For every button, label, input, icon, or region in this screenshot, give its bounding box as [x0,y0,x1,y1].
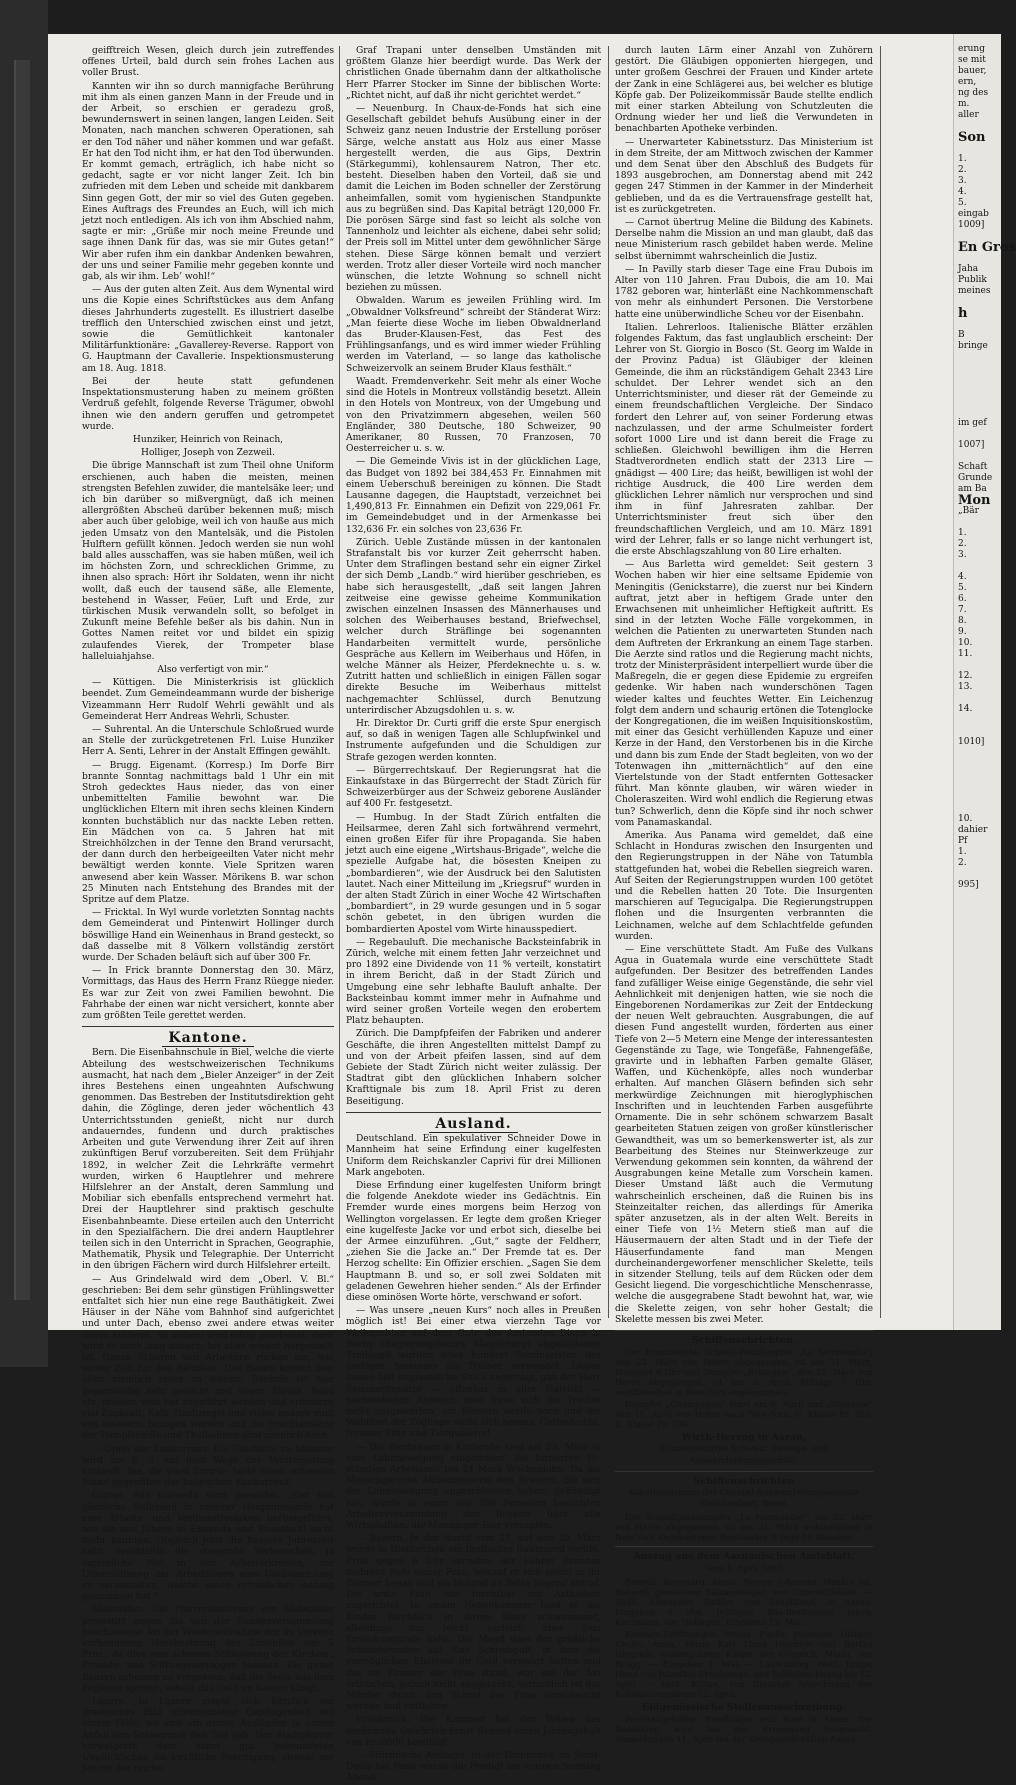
article-paragraph: Diese Erfindung einer kugelfesten Uniform bringt die folgende Anekdote wieder ins Gedächtnis. Ein Fremder wurde eines morgens beim Herzog von Wellington vorgelassen. Er legte dem großen Krieger eine kugelfeste Jacke vor und erbot sich, dieselbe bei der Armee einzuführen. „Gut,“ sagte der Feldherr, „ziehen Sie die Jacke an.“ Der Fremde tat es. Der Herzog schellte: Ein Offizier erschien. „Sagen Sie dem Hauptmann B. und so, er soll zwei Soldaten mit geladenen Gewehren hieher senden.“ Als der Erfinder diese ominösen Worte hörte, verschwand er sofort. [346,1180,601,1303]
strip-fragment: 1. [958,528,967,538]
column-rule [880,46,881,1318]
strip-fragment [958,759,1000,770]
section-divider [82,1026,334,1027]
strip-fragment: eingab [958,209,989,219]
article-paragraph: Holliger, Joseph von Zezweil. [141,448,275,459]
strip-fragment [958,781,1000,792]
strip-fragment: 12. [958,671,973,681]
section-divider [346,1112,601,1113]
article-paragraph: Nidwalden. Die Pfarrerkonferenz von Nidwalden protestirt gegen die von der Bundesversammlung beschlossene Art der Wiederaufnahme der im Verkehr vorhandenen Herabsetzung des Zinsfußes von 5 Proz., da dies eine schwere Schädigung der Kirchen-, Pfründe- und Stiftungsvermögen bedeute. Die guten Bauern scheinen zu vergessen, daß die Seele aus dem Fegfeuer springt, sobald das Geld im Kasten klingt. [82,1605,334,1694]
strip-fragment [958,715,1000,726]
strip-fragment [958,363,1000,374]
article-paragraph: Deutschland. Ein spekulativer Schneider Dowe in Mannheim hat seine Erfindung einer kugelfesten Uniform dem Reichskanzler Caprivi für drei Millionen Mark angeboten. [346,1134,601,1178]
article-paragraph: Hr. Direktor Dr. Curti griff die erste Spur energisch auf, so daß in wenigen Tagen alle Schlupfwinkel und Instrumente aufgefunden und die Schuldigen zur Strafe gezogen werden konnten. [346,718,601,763]
strip-fragment: h [958,306,968,321]
strip-fragment: 10. [958,814,973,824]
strip-fragment: bringe [958,341,988,351]
article-paragraph: Glarus. Aus Ennenda wird gemeldet: „Der fast gänzliche Stillstand in unserer Hauptindustrie hat eine Arbeits- und Verdienstlosigkeit herbeigeführt, wie sie seit Jahren in Ennenda und Ennetbühl nicht mehr kannten. Obgleich jetzt die bessere Jahreszeit naht, veranlaßte die steigende Verlegenheit, ja eigentliche Not in den Arbeiterkreisen, zur Unterstützung der Arbeitslosen eine Geldsammlung zu veranstalten, welche einen erfreulichen Anfang genommen hat.“ [82,1491,334,1603]
section-divider [615,1471,873,1472]
amtsblatt-text: Konkurs-Eröffnungen. Brugg. Fuchs, Johannes, Ottiger, Cecile, Anna, Maria Karl Linus Heinrich und Bertha Gingrich, minderjährige Kinder des Gingrich, Maria, von Brugg. — Eingaben 1. Mai. — Laufenburg. Weiß. Jüngst Hand von Jttenthal Urteilsungs- und Schlußrechnung bis 12. April — Maß. Killian, von Jttenthal Anrechnung des Kollokationsplanes 12. April. [615,1628,873,1699]
article-paragraph: Waadt. Fremdenverkehr. Seit mehr als einer Woche sind die Hotels in Montreux vollständig besetzt. Allein in den Hotels von Montreux, von der Umgebung und von den Privatzimmern abgesehen, weilen 560 Engländer, 380 Deutsche, 180 Schweizer, 90 Amerikaner, 80 Russen, 70 Franzosen, 70 Oesterreicher u. s. w. [346,376,601,455]
strip-fragment: Son [958,130,986,145]
strip-fragment: En Gros [958,240,1016,255]
strip-fragment [958,803,1000,814]
strip-fragment: bauer, [958,66,987,76]
article-paragraph: Die übrige Mannschaft ist zum Theil ohne Uniform erschienen, auch haben die meisten, meinen strengsten Befehlen zuwider, die mantelsäke leer; und ich bin darüber so mißvergnügt, daß ich meinen allergrößten Abscheü darüber bekennen muß; misch aber auch über gelobige, weil ich von hauße aus mich jeden Umsatz von den Mantelsäk, und die Pistolen Hulftern gefüllt können. Jedoch werden sie nun wohl bald alles ausschaffen, was sie haben müßen, weil ich im höchsten Zorn, und schrecklichen Grimme, zu ihnen also sprach: Hört ihr Soldaten, wenn ihr nicht wollt, daß euch der tausend säße, alle Elemente, bestehend in Wasser, Feüer, Luft und Erde, zur türkischen Musik verwandeln sollt, so befolget in Zukunft meine Befehle beßer als bis dahin. Nun in Gottes Namen reitet vor und bildet ein spizig zulaufendes Vierek, der Trompeter blase halleluiahjahse. [82,461,334,662]
article-paragraph: — In Frick brannte Donnerstag den 30. März, Vormittags, das Haus des Herrn Franz Rüegge nieder. Es war zur Zeit von zwei Familien bewohnt. Die Fahrhabe der einen war nicht versichert, konnte aber zum größten Teile gerettet werden. [82,966,334,1022]
strip-fragment [958,451,1000,462]
article-paragraph: — Humbug. In der Stadt Zürich entfalten die Heilsarmee, deren Zahl sich fortwährend vermehrt, einen großen Eifer für ihre Propaganda. Sie haben jetzt auch eine eigene „Wirtshaus-Brigade“, welche die spezielle Aufgabe hat, die bösesten Kneipen zu „bombardieren“, wie der Ausdruck bei den Salutisten lautet. Nach einer Mitteilung im „Kriegsruf“ wurden in der alten Stadt Zürich in einer Woche 42 Wirtschaften „bombardiert“, in 29 wurde gesungen und in 5 sogar schön gebetet, in den übrigen wurden die bombardierten Apostel vom Wirte hinausspediert. [346,812,601,935]
strip-fragment: Grunde [958,473,993,483]
article-paragraph: — Eine verschüttete Stadt. Am Fuße des Vulkans Agua in Guatemala wurde eine verschüttete Stadt aufgefunden. Der Besitzer des betreffenden Landes fand zufälliger Weise einige Gegenstände, die sehr viel Aehnlichkeit mit denjenigen hatten, wie sie noch die Eingeborenen Nordamerikas zur Zeit der Entdeckung der neuen Welt gebrauchten. Ausgrabungen, die auf diesen Fund angestellt wurden, förderten aus einer Tiefe von 2—5 Metern eine Menge der interessantesten Gegenstände zu Tage, wie Tongefäße, Fahnengefäße, gravirte und in lebhaften Farben gemalte Gläser, Waffen, und Küchenköpfe, alles noch wunderbar erhalten. Auf manchen Gläsern befinden sich sehr merkwürdige Zeichnungen mit hieroglyphischen Inschriften und in leuchtenden Farben ausgeführte Ornamente. Die in sehr schönem schwarzem Basalt gearbeiteten Statuen zeigen von großer künstlerischer Gewandtheit, was um so bemerkenswerter ist, als zur Bearbeitung des Steines nur Steinwerkzeuge zur Verwendung gekommen sein konnten, da während der Ausgrabungen keine Metalle zum Vorschein kamen. Dieser Umstand läßt auch die Vermutung wahrscheinlich erscheinen, daß die Ruinen bis ins Steinzeitalter reichen, das allerdings für Amerika später anzusetzen, als in der alten Welt. Bereits in einer Tiefe von 1½ Metern stieß man auf die Häusermauern der alten Stadt und in der Tiefe der Häuserfundamente fand man Mengen durcheinandergeworfener menschlicher Skelette, teils in sitzender Stellung, teils auf dem Rücken oder dem Gesicht liegend. Die vorgeschichtliche Menschenrasse, welche die ausgegrabene Stadt bewohnt hat, war, wie die Skelette zeigen, von sehr hoher Gestalt; die Skelette messen bis zwei Meter. [615,945,873,1325]
strip-fragment: dahier [958,825,988,835]
strip-fragment: im gef [958,418,987,428]
strip-fragment: 13. [958,682,973,692]
section-heading-kantone: Kantone. [82,1033,334,1044]
strip-fragment: 3. [958,176,967,186]
column-rule [608,46,609,1318]
strip-fragment: am Ba [958,484,987,494]
article-paragraph: — Brugg. Eigenamt. (Korresp.) Im Dorfe Birr brannte Sonntag nachmittags bald 1 Uhr ein mit Stroh gedecktes Haus nieder, das von einer unbemittelten Familie bewohnt war. Die unglücklichen Eltern mit ihren sechs kleinen Kindern konnten buchstäblich nur das nackte Leben retten. Ein Mädchen von ca. 5 Jahren hat mit Streichhölzchen in der Tenne den Brand verursacht, der dann durch den herbeigeeilten Vater nicht mehr bewältigt werden konnte. Viele Spritzen waren anwesend aber kein Wasser. Mörikens B. war schon 25 Minuten nach Entstehung des Brandes mit der Spritze auf dem Platze. [82,760,334,906]
strip-fragment [958,429,1000,440]
column-rule [339,46,340,1318]
strip-fragment [958,352,1000,363]
article-paragraph: Bern. Die Eisenbahnschule in Biel, welche die vierte Abteilung des westschweizerischen Technikums ausmacht, hat nach dem „Bieler Anzeiger“ in der Zeit ihres Bestehens einen ungeahnten Aufschwung genommen. Das Bestreben der Institutsdirektion geht dahin, die Zöglinge, deren jeder wöchentlich 43 Unterrichtsstunden genießt, nicht nur durch andauerndes, fundenn und durch praktisches Arbeiten und gute Verwendung ihrer Zeit auf ihren zukünftigen Beruf vorzubereiten. Seit dem Frühjahr 1892, in welcher Zeit die Lehrkräfte vermehrt wurden, wirken 6 Hauptlehrer und mehrere Hilfslehrer an der Anstalt, deren Sammlung und Mobiliar sich ebenfalls entsprechend vermehrt hat. Drei der Hauptlehrer sind praktisch geschulte Eisenbahnbeamte. Diese erteilen auch den Unterricht in den Spezialfächern. Die drei andern Hauptlehrer teilen sich in den Unterricht in Sprachen, Geographie, Mathematik, Physik und Telegraphie. Der Unterricht in den übrigen Fächern wird durch Hilfslehrer erteilt. [82,1048,335,1272]
agent-name: Wirth-Herzog in Aarau, [681,1432,807,1444]
strip-fragment: ng des [958,88,989,98]
strip-fragment [958,693,1000,704]
strip-fragment: 3. [958,550,967,560]
book-spine [14,60,30,1300]
strip-fragment: 1007] [958,440,985,450]
article-paragraph: — Bürgerrechtskauf. Der Regierungsrat hat die Einkaufstaxe in das Bürgerrecht der Stadt Zürich für Schweizerbürger aus der Schweiz geborene Ausländer auf 400 Fr. festgesetzt. [346,765,601,810]
newspaper-page [48,34,953,1784]
strip-fragment: 4. [958,572,967,582]
strip-fragment: 14. [958,704,973,714]
strip-fragment [958,869,1000,880]
strip-fragment: 9. [958,627,967,637]
article-paragraph: Zürich. Ueble Zustände müssen in der kantonalen Strafanstalt bis vor kurzer Zeit geherrscht haben. Unter dem Straflingen bestand sehr ein eigner Zirkel der sich Demb „Landb.“ wird hierüber geschrieben, es habe sich herausgestellt, „daß seit langen Jahren zeitweise eine gewisse geheime Kommunikation zwischen einzelnen Insassen des Männerhauses und solchen des Weiberhauses bestand, Briefwechsel, welcher durch Sträflinge bei sogenannten Handarbeiten vermittelt wurde, persönliche Gespräche aus Kellern im Weiberhaus und Höfen, in welche Männer als Heizer, Pferdeknechte u. s. w. Zutritt hatten und schließlich in einigen Fällen sogar direkte Besuche im Weiberhaus mittelst nachgemachter Schlüssel, durch Benutzung unterirdischer Abzugsdohlen u. s. w. [346,537,601,716]
article-paragraph: — Unerwarteter Kabinetssturz. Das Ministerium ist in dem Streite, der am Mittwoch zwischen der Kammer und dem Senat über den Abschluß des Budgets für 1893 ausgebrochen, am Donnerstag abend mit 242 gegen 247 Stimmen in der Kammer in der Minderheit geblieben, und da es die Vertrauensfrage gestellt hat, ist es zurückgetreten. [615,137,873,215]
article-paragraph: — Aus der guten alten Zeit. Aus dem Wynental wird uns die Kopie eines Schriftstückes aus dem Anfang dieses Jahrhunderts zugestellt. Es illustriert daselbe trefflich den Unterschied zwischen einst und jetzt, sowie die Gemütlichkeit kantonaler Militärfunktionäre: „Gavallerey-Reverse. Rapport von G. Hauptmann der Cavallerie. Inspektionsmusterung am 18. Aug. 1818. [82,285,334,374]
strip-fragment [958,770,1000,781]
strip-fragment: „Bär [958,506,979,516]
article-paragraph: Italien. Lehrerloos. Italienische Blätter erzählen folgendes Faktum, das fast unglaublich erscheint: Der Lehrer von St. Giorgio in Bosco (St. Georg im Walde in der Provinz Padua) ist Gläubiger der kleinen Gemeinde, die ihm an rückständigem Gehalt 2343 Lire schuldet. Der Lehrer wendet sich an den Unterrichtsminister, und dieser rät der Gemeinde zu einem freundschaftlichen Vergleiche. Der Sindaco fordert den Lehrer auf, von seiner Forderung etwas nachzulassen, und der arme Schulmeister fordert sofort 1000 Lire und ist dann bereit die Frage zu schließen. Gleichwohl bewilligen ihm die Herren Stadtverordneten endlich statt der 2313 Lire — gnädigst — 400 Lire; das heißt, bewilligen ist wohl der richtige Ausdruck, die 400 Lire werden dem glücklichen Lehrer nämlich nur versprochen und sind ihm in fünf Jahresraten zahlbar. Der Unterrichtsminister freut sich über den freundschaftlichen Vergleich, und am 10. März 1891 wird der Lehrer, falls er so lange nicht verhungert ist, die erste Abschlagszahlung von 80 Lire erhalten. [615,322,873,557]
article-paragraph: — Stürmische Andacht. In der Domkirche zu Saint-Denis bei Paris wurde die Predigt am vorigen Sonntag Abend [346,1751,601,1784]
strip-fragment: erung [958,44,985,54]
amtsblatt-text: Benefiz. Inventarii. Aarau. Rytner, Johannes, Hanfen sel. Bleuenf, gewesener Salzauswäger, von Unterentfelden. — Süßli, Alexander, Sattler, von Schöftland, in Aarau. Eingaben 6 Mai. Jeßinger, Bäe-Breitenrain Jakob, Kaufmann, von Hofingen. Eingaben 13. Mai. [615,1576,873,1627]
stelle-text: Poststallgehilfen, Briefträger und Bote in Aarau. Die Besoldung wird bei der Ernennung festgesetzt. Anmeldungen 11. April bei der Kreispostdirektion Aarau. [615,1713,873,1744]
ship-news-text: Der Schnellpostdampfer „La Normandie“, am 22. März von Havre abgegangen, ist am 31. März wohlbehalten in New-York angekommen. Reisedauer 8 Tage 16 Stunden. [615,1512,873,1543]
article-paragraph: — Die Bierbrauer in Karlsruhe sind am 29. März in eine Lohnbewegung eingetreten. Sie forderten 10-stündige Arbeitszeit bei 24 Mark Wochenlohn. Da die Monningersche Aktienbrauerei den Brauern, die sich der Lohnbewegung angeschlossen haben, gekündigt hat, wurde in einer von 600 Personen besuchten Arbeiterversammlung den Boykott über alle Wirtschaften, die Monninger-Bier verzapfen. [346,1442,601,1531]
strip-fragment [958,385,1000,396]
section-divider [615,1546,873,1547]
strip-fragment: se mit [958,55,986,65]
column-2 [346,46,601,1784]
article-paragraph: Graf Trapani unter denselben Umständen mit größtem Glanze hier beerdigt wurde. Das Werk der christlichen Gnade übernahm dann der altkatholische Herr Pfarrer Stocker im Sinne der biblischen Worte: „Richtet nicht, auf daß ihr nicht gerichtet werdet.“ [346,46,601,101]
ship-news-text: Dampfer „Champagne“ fährt am 8. April und „Touraine“ den 15. April von Havre nach New-York. II. Klasse Fr. 200. II. Klasse Fr. 300. [615,1399,873,1430]
article-paragraph: — Bayern. In der Nacht vom 27. auf den 28. März wurde in Dietfurchen ein fünffacher Raubmord verübt. Früh gegen 6 Uhr vernahm der Lehrer Brunner mehrere Rufe seiner Frau, worauf er sich sofort in ihr Zimmer begab und sie blutend im Bette liegend antraf. Die arme Frau war furchtbar mit Axthieben zugerichtet. In einem Nebenkammer fand er die Kinder fürchtlich in ihrem Blute schwimmend, allerdings nur leicht verletzt, aber dem Erstickungstode nahe. Die Magd wies der gräßliche Schädelwunden auf. Das Schreibpult, in dem die vermöglichen Eheleute ihr Geld verwahrt hatten und das im Zimmer der Frau stand, war mit der Axt erbrochen, jedoch nicht ausgeraubt, vermutlich ist der Mörder durch den Schrei der Frau verscheucht worden und entflohen. [346,1534,601,1713]
strip-fragment [958,407,1000,418]
strip-fragment: B [958,330,965,340]
strip-fragment: 4. [958,187,967,197]
strip-fragment [958,374,1000,385]
strip-fragment: 1. [958,154,967,164]
adjacent-page-strip [953,34,1016,1330]
strip-fragment: 7. [958,605,967,615]
strip-fragment: 10. [958,638,973,648]
article-paragraph: geifftreich Wesen, gleich durch jein zutreffendes offenes Urteil, bald durch sein frohes Lachen aus voller Brust. [82,46,334,79]
strip-fragment [958,660,1000,671]
strip-fragment: 2. [958,539,967,549]
article-paragraph: — Aus Grindelwald wird dem „Oberl. V. Bl.“ geschrieben: Bei dem sehr günstigen Frühlingswetter entfaltet sich hier nun eine rege Bauthätigkeit. Zwei Häuser in der Nähe vom Bahnhof sind aufgerichtet und unter Dach, ebenso zwei andere etwas weiter davon entfernt. An andern wird eifrig gearbeitet, doch wird es noch lang dauern, bis alles wieder hergestellt ist. Ganze Scharen von Arbeitern rücken ein, wie seiner Zeit für den Bahnbau. Das Bauen kommt hier oben ziemlich teuer zu stehen; Bauholz ist hier gegenwärtig sehr gesucht und teuer; Steine, Sand etc. müssen weit her zugeführt werden und erfordern viel Zugkraft; Kalk, Dachziegel und vieles andere muß von auswärts bezogen werden und die Frachtansätze der Dampfschiffe und Thalbahnen sind ziemlich hoch. [82,1274,334,1442]
strip-fragment: Schaft [958,462,988,472]
article-paragraph: Kannten wir ihn so durch mannigfache Berührung mit ihm als einen ganzen Mann in der Freude und in der Arbeit, so erschien er geradezu groß, bewundernswert in seinen langen, langen Leiden. Seit Monaten, nach manchen schweren Operationen, sah er den Tod näher und näher kommen und war gefaßt. Er hat den Tod nicht ihm, er hat den Tod überwunden. Er kommt gemach, erträglich, ich habe nicht so gedacht, sagte er vor nicht langer Zeit. Ich bin zufrieden mit dem Leben und scheide mit dankbarem Sinn gegen Gott, der mir so viel des Guten gegeben. Eines Auftrags des Freundes an Euch, will ich mich jetzt noch entledigen. Als ich von ihm Abschied nahm, sagte er mir: „Grüße mir noch meine Freunde und sage ihnen Dank für das, was sie mir Gutes getan!“ Wir aber rufen ihm ein dankbar Andenken bewahren, der uns und seiner Familie mehr gegeben konnte und gab, als wir ihm. Leb’ wohl!“ [82,81,334,283]
strip-fragment: 1009] [958,220,985,230]
strip-fragment: aller [958,110,979,120]
article-paragraph: — Regebauluft. Die mechanische Backsteinfabrik in Zürich, welche mit einem fetten Jahr verzeichnet und pro 1892 eine Dividende von 11 % verteilt, konstatirt in ihrem Bericht, daß in der Stadt Zürich und Umgebung eine sehr lebhafte Bauluft anhalte. Der Backsteinbau kommt immer mehr in Aufnahme und wird seiner großen Vorteile wegen den erobertem Platz behaupten. [346,937,601,1027]
amtsblatt-date: Vom 1. April 1893 [705,1563,783,1574]
ship-news-heading: Schiffsnachrichten. [691,1334,796,1346]
article-paragraph: Amerika. Aus Panama wird gemeldet, daß eine Schlacht in Honduras zwischen den Insurgenten und den Regierungstruppen in der Nähe von Tatumbla stattgefunden hat, wobei die Rebellen siegreich waren. Auf Seiten der Regierungstruppen wurden 100 getötet und die Rebellen hatten 20 Tote. Die Insurgenten marschieren auf Tegucigalpa. Die Regierungstruppen flohen und die Insurgenten verbrannten die Leichnamen, welche auf dem Schlachtfelde gefunden wurden. [615,831,873,942]
strip-fragment: 11. [958,649,973,659]
ship-news-subtitle: Kabeltelegramm der General-Auswanderungsagentur Zwilchenbart, Basel. [628,1487,860,1510]
adjacent-page-fragments [958,44,1016,891]
strip-fragment: 995] [958,880,979,890]
strip-fragment: 6. [958,594,967,604]
article-paragraph: Luzern. In Luzern zeigte sich kürzlich ein drastisches Bild ultramontaner Gepflogenheit bei einem Falle, wo sich ein armer Ausländer in einem Anfall von Schwermut den Tod gab. Der Stadtpfarrer verweigerte dem sonst gut beleumdeten Unglücklichen die kirchliche Beerdigung, obwohl vor Jahren der reiche [82,1697,334,1775]
article-paragraph: — Fricktal. In Wyl wurde vorletzten Sonntag nachts dem Gemeinderat und Pintenwirt Hollinger durch böswillige Hand ein Weinenhaus in Brand gesteckt, so daß dasselbe mit 8 Völkern vollständig zerstört wurde. Der Schaden beläuft sich auf über 300 Fr. [82,908,334,964]
strip-fragment [958,726,1000,737]
strip-fragment: 1. [958,847,967,857]
article-paragraph: — Küttigen. Die Ministerkrisis ist glücklich beendet. Zum Gemeindeammann wurde der bisherige Vizeammann Herr Rudolf Wehrli gewählt und als Gemeinderat Herr Andreas Wehrli, Schuster. [82,678,334,722]
strip-fragment [958,748,1000,759]
strip-fragment: Pf [958,836,968,846]
strip-fragment [958,792,1000,803]
article-paragraph: — Die Gemeinde Vivis ist in der glücklichen Lage, das Budget von 1892 bei 384,453 Fr. Einnahmen mit einem Ueberschuß bereinigen zu können. Die Stadt Lausanne dagegen, die Hauptstadt, verzeichnet bei 1,490,813 Fr. Einnahmen ein Defizit von 229,061 Fr. im Gemeindebudget und in der Armenkasse bei 132,636 Fr. ein solches von 23,636 Fr. [346,457,601,535]
strip-fragment: 1010] [958,737,985,747]
article-paragraph: — Aus Barletta wird gemeldet: Seit gestern 3 Wochen haben wir hier eine seltsame Epidemie von Meningitis (Genickstarre), die zuerst nur bei Kindern auftrat, jetzt aber in heftigem Grade unter den Erwachsenen mit unheimlicher Heftigkeit auftritt. Es sind in der letzten Woche Fälle vorgekommen, in welchen die Patienten zu unerwarteten Stunden nach dem Auftreten der Erkrankung an einem Tage starben. Die Aerzte sind ratlos und die Regierung macht nichts, trotz der Ministerpräsident interpelliert wurde über die Maßregeln, die er gegen diese Epidemie zu ergreifen gedenke. Wir haben nach wunderschönen Tagen wieder kaltes und feuchtes Wetter. Ein Leichenzug folgt dem andern und schaurig ertönen die Totenglocke der Kongregationen, die im weißen Inquisitionskostüm, mit einer das Gesicht verhüllenden Kapuze und einer Kerze in der Hand, den Verstorbenen bis in die Kirche und dann bis zum Ende der Stadt begleiten, von wo der Totenwagen ihn „mitternächtlich“ auf den eine Viertelstunde von der Stadt entfernten Gottesacker führt. Man könnte glauben, wir wären wieder in Choleraszeiten. Wird wohl endlich die Regierung etwas tun? Schwerlich, denn die Köpfe sind ihr noch schwer vom Panamaskandal. [615,560,873,828]
amtsblatt-heading: Auszug aus dem Aargauischen Amtsblatt. [633,1551,855,1563]
strip-fragment: 8. [958,616,967,626]
strip-fragment: Mon [958,493,991,508]
article-paragraph: — In Pavilly starb dieser Tage eine Frau Dubois im Alter von 110 Jahren. Frau Dubois, die am 10. Mai 1782 geboren war, hinterläßt eine Nachkommenschaft von mehr als einhundert Personen. Die Verstorbene hatte eine unüberwindliche Scheu vor der Eisenbahn. [615,264,873,320]
column-1 [82,46,335,1775]
column-3 [615,46,873,1744]
article-paragraph: durch lauten Lärm einer Anzahl von Zuhörern gestört. Die Gläubigen opponierten hiergegen, und unter großem Geschrei der Frauen und Kinder artete der Zank in eine Schlägerei aus, bei welcher es blutige Köpfe gab. Der Polizeikommissär Baude stellte endlich mit einer starken Abteilung von Schutzleuten die Ordnung wieder her und ließ die Verwundeten in benachbarten Apotheke verbinden. [615,46,873,135]
strip-fragment [958,396,1000,407]
article-paragraph: Also verfertigt von mir.“ [157,664,269,675]
article-paragraph: — Neuenburg. In Chaux-de-Fonds hat sich eine Gesellschaft gebildet behufs Ausübung einer in der Schweiz ganz neuen Industrie der Erstellung poröser Särge, welche anstatt aus Holz aus einer Masse hergestellt werden, die aus Gips, Dextrin (Stärkegummi), kohlensaurem Natron, Ther etc. besteht. Dieselben haben den Vorteil, daß sie und damit die Leichen im Boden schneller der Zerstörung anheimfallen, somit vom hygienischen Standpunkte aus zu begrüßen sind. Das Kapital beträgt 120,000 Fr. Die porösen Särge sind fast so leicht als solche von Tannenholz und leichter als eichene, dabei sehr solid; der Preis soll im Mittel unter dem gewöhnlicher Särge stehen. Diese Särge können bemalt und verziert werden. Trotz aller dieser Vorteile wird noch mancher wünschen, die letzte Wohnung so schnell nicht beziehen zu müssen. [346,104,601,294]
strip-fragment: Jaha [958,264,979,274]
strip-fragment: Publik [958,275,987,285]
strip-fragment: 5. [958,583,967,593]
stelle-heading: Eidgenössische Stellenausschreibung. [641,1701,847,1713]
strip-fragment: ern, [958,77,977,87]
article-paragraph: — Carnot übertrug Meline die Bildung des Kabinets. Derselbe nahm die Mission an und man glaubt, daß das neue Ministerium rasch gebildet haben werde. Meline selbst übernimmt wahrscheinlich die Justiz. [615,218,873,262]
article-paragraph: Hunziker, Heinrich von Reinach, [132,434,284,445]
strip-fragment: 2. [958,165,967,175]
strip-fragment [958,517,1000,528]
section-divider [615,1330,873,1331]
article-paragraph: — Suhrental. An die Unterschule Schloßrued wurde an Stelle der zurückgetretenen Frl. Luise Hunziker Herr A. Senti, Lehrer in der Anstalt Effingen gewählt. [82,724,334,758]
strip-fragment: 2. [958,858,967,868]
strip-fragment [958,561,1000,572]
section-heading-ausland: Ausland. [346,1119,601,1130]
agent-subtitle: Konzessionirtes Schweiz. Passage- und Auswanderungsgeschäft. [659,1444,829,1466]
strip-fragment: 5. [958,198,967,208]
article-paragraph: Bei der heute statt gefundenen Inspektationsmusterung haben zu meinem größten Verdruß gefehlt, folgende Reverse Trägumer, obwohl ihnen wie den andern geruffen und getrompetet wurde. [82,376,334,432]
strip-fragment: m. [958,99,970,109]
ship-news-heading-2: Schiffsnachrichten [693,1475,795,1487]
ship-news-text: Der französische Schnell-Postdampfer „La Normandie“, den 22. März von Havre abgegangen, ist am 31. März, Morgens 8 Uhr und Dampfer „Bretagne“, den 25. März von Havre abgegangen, ist am 2. April, Mittags 1 Uhr, wohlbehalten in New-York angekommen. [615,1347,873,1398]
article-paragraph: — Opfer der Konkurrenz. Die Glashütte zu Münster wird am 8. d. auf dem Wege der Versteigerung verkauft. Sie, die einst florirte, hatte einen schweren Stand gegenüber der belgischen Konkurrenz. [82,1444,334,1489]
article-paragraph: Obwalden. Warum es jeweilen Frühling wird. Im „Obwaldner Volksfreund“ schreibt der Ständerat Wirz: „Man feierte diese Woche im lieben Obwaldnerland das Bruder-Klausen-Fest, das Fest des Frühlingsanfangs, und es wird immer wieder Frühling werden im Vaterland, — so lange das katholische Schweizervolk an seinem Bruder Klaus festhält.“ [346,296,601,374]
article-paragraph: — Was unsere „neuen Kurs“ noch alles in Preußen möglich ist! Bei einer etwa vierzehn Tage vor Weihnachten auf dem Gute des Amtsrates Diepe in Barby (Regierungsbezirk Magdeburg) abgehaltenen Treibjagd wurden etwa hundert Seminaristen des dortigen Seminars als Treiber verwendet. Lieber dieses fast unglaubliche Stück angefragt, gab der Herr Seminardirektor — offenbar in aller Naivität — nachstehende Antwort: man freue sich die Treiber nicht ausgewerfen, um Bessere werde noch und die Wahrheit der Zöglinge stelle sich heraus, Gottesfurcht, fromme Sitte und Tierquälerei! [346,1306,601,1440]
article-paragraph: Frankreich. Die Kammer hat der Witwe des berühmten Gelehrten Ernst Renans einen Jahresgehalt von Fr. 6000 bewilligt. [346,1715,601,1748]
article-paragraph: Zürich. Die Dampfpfeifen der Fabriken und anderer Geschäfte, die ihren Angestellten mittelst Dampf zu und von der Arbeit pfeifen lassen, sind auf dem Gebiete der Stadt Zürich nicht weiter zulässig. Der Stadtrat gibt den glücklichen Inhabern solcher Krafttignale bis zum 18. April Frist zu deren Beseitigung. [346,1029,601,1107]
strip-fragment: meines [958,286,991,296]
